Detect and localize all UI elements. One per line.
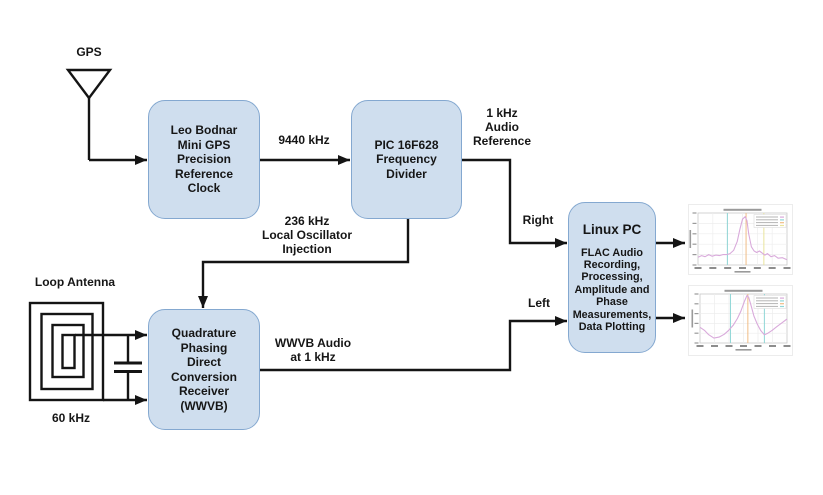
amplitude-plot-thumbnail bbox=[688, 204, 793, 275]
label-line: Audio bbox=[485, 120, 519, 134]
phase-plot-canvas bbox=[689, 286, 792, 355]
box-text-line: Frequency bbox=[376, 152, 437, 167]
box-text-line: Phase bbox=[596, 296, 628, 309]
box-text-line: Processing, bbox=[581, 271, 643, 284]
label-line: WWVB Audio bbox=[274, 336, 352, 350]
box-linux-pc bbox=[568, 202, 656, 353]
phase-plot-thumbnail bbox=[688, 285, 793, 356]
capacitor-icon bbox=[114, 335, 142, 400]
box-text-line: Mini GPS bbox=[177, 137, 231, 152]
box-text-line: (WWVB) bbox=[180, 398, 228, 413]
box-text-line: Conversion bbox=[170, 369, 237, 384]
gps-antenna-icon bbox=[68, 70, 110, 160]
label-line: 1 kHz bbox=[486, 106, 518, 120]
label-line: Local Oscillator bbox=[261, 228, 353, 242]
wire-divider-to-pc bbox=[462, 160, 567, 243]
gps-label: GPS bbox=[76, 45, 102, 59]
right-channel-label: Right bbox=[522, 213, 554, 227]
label-line: at 1 kHz bbox=[290, 350, 336, 364]
box-frequency-divider bbox=[351, 100, 462, 219]
lo-injection-label bbox=[252, 214, 362, 256]
left-channel-label: Left bbox=[528, 296, 550, 310]
box-text-line: Divider bbox=[386, 166, 427, 181]
box-title: Linux PC bbox=[582, 221, 642, 237]
label-line: Injection bbox=[282, 242, 332, 256]
box-text-line: Clock bbox=[187, 181, 221, 196]
loop-antenna-label: Loop Antenna bbox=[34, 275, 116, 289]
box-wwvb-receiver bbox=[148, 309, 260, 430]
box-text-line: FLAC Audio bbox=[581, 246, 643, 259]
box-text-line: Precision bbox=[176, 152, 232, 167]
clock-output-frequency-label: 9440 kHz bbox=[278, 133, 330, 147]
box-text-line: Measurements, bbox=[572, 308, 652, 321]
box-text-line: Direct bbox=[186, 355, 221, 369]
box-gps-reference-clock bbox=[148, 100, 260, 219]
wwvb-audio-label bbox=[268, 336, 358, 364]
audio-reference-label bbox=[464, 106, 540, 148]
loop-antenna-icon bbox=[30, 303, 103, 400]
box-text-line: Quadrature bbox=[171, 326, 237, 340]
loop-frequency-label: 60 kHz bbox=[51, 411, 91, 425]
amplitude-plot-canvas bbox=[689, 205, 792, 274]
box-text-line: Reference bbox=[174, 166, 234, 181]
label-line: Reference bbox=[472, 134, 532, 148]
box-text-line: Receiver bbox=[178, 384, 230, 398]
label-line: 236 kHz bbox=[284, 214, 330, 228]
box-text-line: Amplitude and bbox=[574, 283, 650, 296]
box-text-line: Phasing bbox=[180, 340, 228, 355]
box-text-line: Leo Bodnar bbox=[170, 123, 238, 138]
box-text-line: PIC 16F628 bbox=[374, 137, 439, 152]
box-text-line: Recording, bbox=[583, 258, 641, 271]
box-text-line: Data Plotting bbox=[578, 321, 646, 334]
